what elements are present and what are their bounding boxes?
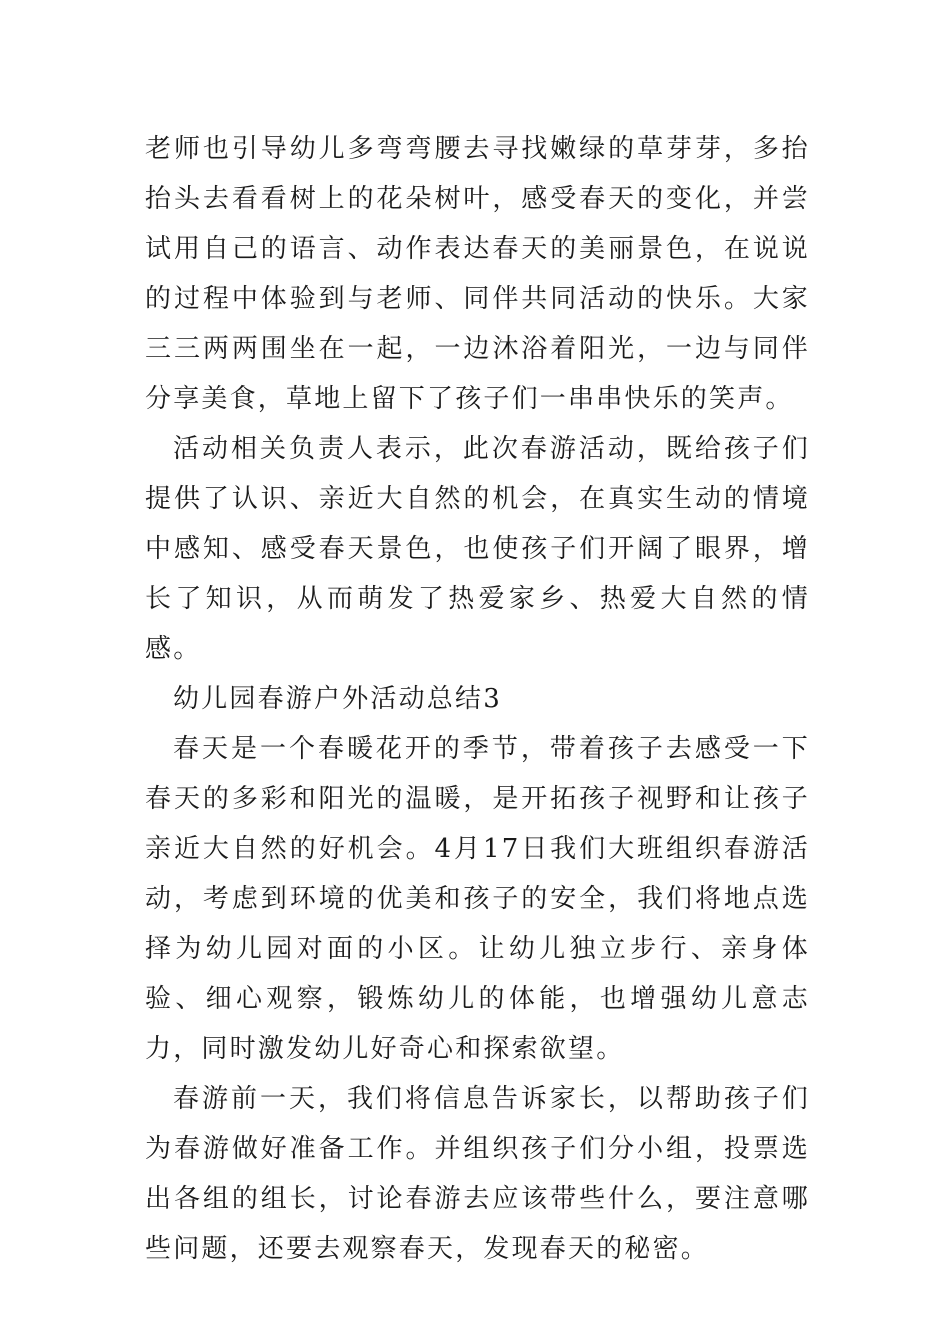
paragraph-3: 春天是一个春暖花开的季节，带着孩子去感受一下春天的多彩和阳光的温暖，是开拓孩子视野和让孩子亲近大自然的好机会。4月17日我们大班组织春游活动，考虑到环境的优美和孩子的安全，我们将地点选择为幼儿园对面的小区。让幼儿独立步行、亲身体验、细心观察，锻炼幼儿的体能，也增强幼儿意志力，同时激发幼儿好奇心和探索欲望。 xyxy=(145,734,810,1064)
section-title: 幼儿园春游户外活动总结3 xyxy=(173,684,502,714)
paragraph-4: 春游前一天，我们将信息告诉家长，以帮助孩子们为春游做好准备工作。并组织孩子们分小组，投票选出各组的组长，讨论春游去应该带些什么，要注意哪些问题，还要去观察春天，发现春天的秘密。 xyxy=(145,1084,810,1264)
document-page xyxy=(145,124,810,1274)
paragraph-1: 老师也引导幼儿多弯弯腰去寻找嫩绿的草芽芽，多抬抬头去看看树上的花朵树叶，感受春天的变化，并尝试用自己的语言、动作表达春天的美丽景色，在说说的过程中体验到与老师、同伴共同活动的快乐。大家三三两两围坐在一起，一边沐浴着阳光，一边与同伴分享美食，草地上留下了孩子们一串串快乐的笑声。 xyxy=(145,134,810,414)
paragraph-2: 活动相关负责人表示，此次春游活动，既给孩子们提供了认识、亲近大自然的机会，在真实生动的情境中感知、感受春天景色，也使孩子们开阔了眼界，增长了知识，从而萌发了热爱家乡、热爱大自然的情感。 xyxy=(145,434,810,664)
